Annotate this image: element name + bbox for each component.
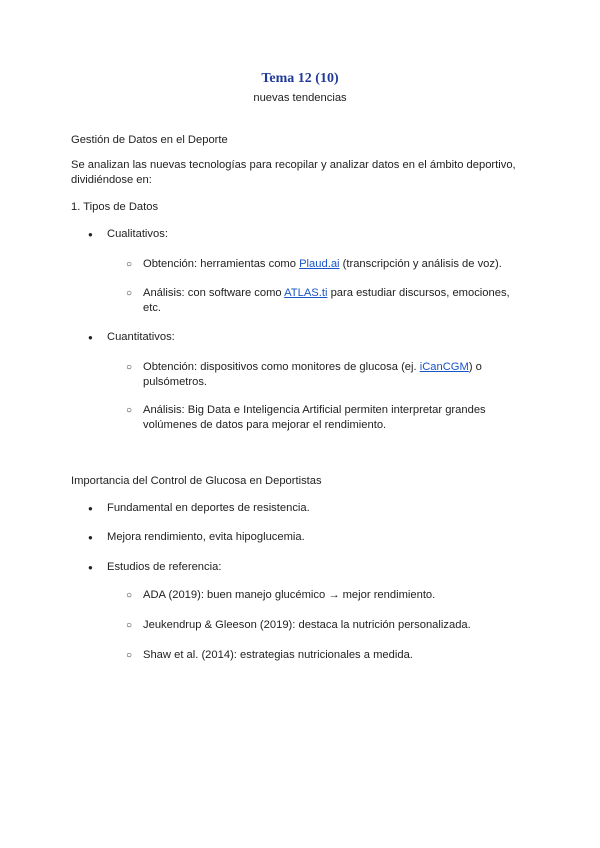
circle-bullet-icon: ○ xyxy=(126,259,133,270)
section-heading-glucosa: Importancia del Control de Glucosa en Deportistas xyxy=(71,475,322,487)
list-item-text: Fundamental en deportes de resistencia. xyxy=(107,502,310,514)
numbered-heading-tipos: 1. Tipos de Datos xyxy=(71,201,159,213)
sub-item-text: Shaw et al. (2014): estrategias nutricionales a medida. xyxy=(143,649,413,661)
circle-bullet-icon: ○ xyxy=(126,288,133,299)
list-item-text: Estudios de referencia: xyxy=(107,561,222,573)
circle-bullet-icon: ○ xyxy=(126,362,133,373)
circle-bullet-icon: ○ xyxy=(126,405,133,416)
sub-item-text: (transcripción y análisis de voz). xyxy=(339,258,502,270)
page-subtitle: nuevas tendencias xyxy=(253,92,347,104)
sub-item-text: Obtención: herramientas como xyxy=(143,258,300,270)
intro-paragraph: Se analizan las nuevas tecnologías para recopilar y analizar datos en el ámbito deportivo, dividiéndose en: xyxy=(71,159,516,186)
bullet-icon: ● xyxy=(88,563,93,572)
bullet-icon: ● xyxy=(88,230,93,239)
bullet-icon: ● xyxy=(88,533,93,542)
list-item-label: Cualitativos: xyxy=(107,228,168,240)
atlas-link[interactable]: ATLAS.ti xyxy=(284,287,328,299)
bullet-icon: ● xyxy=(88,504,93,513)
sub-item-text: Análisis: con software como xyxy=(143,287,285,299)
list-item-label: Cuantitativos: xyxy=(107,331,175,343)
circle-bullet-icon: ○ xyxy=(126,590,133,601)
circle-bullet-icon: ○ xyxy=(126,650,133,661)
page-title: Tema 12 (10) xyxy=(261,71,339,86)
sub-item-text: Análisis: Big Data e Inteligencia Artificial permiten interpretar grandes volúmenes de datos para mejorar el rendimiento. xyxy=(143,404,486,431)
circle-bullet-icon: ○ xyxy=(126,620,133,631)
sub-item-text: para estudiar discursos, emociones, etc. xyxy=(143,287,510,314)
plaud-link[interactable]: Plaud.ai xyxy=(299,258,340,270)
section-heading-gestion: Gestión de Datos en el Deporte xyxy=(71,134,228,146)
sub-item-text: Obtención: dispositivos como monitores de glucosa (ej. xyxy=(143,361,420,373)
sub-item-text: ADA (2019): buen manejo glucémico → mejor rendimiento. xyxy=(143,589,436,601)
list-item-text: Mejora rendimiento, evita hipoglucemia. xyxy=(107,531,305,543)
sub-item-text: ) o pulsómetros. xyxy=(143,361,482,388)
icancgm-link[interactable]: iCanCGM xyxy=(419,361,469,373)
sub-item-text: Jeukendrup & Gleeson (2019): destaca la nutrición personalizada. xyxy=(143,619,471,631)
bullet-icon: ● xyxy=(88,333,93,342)
